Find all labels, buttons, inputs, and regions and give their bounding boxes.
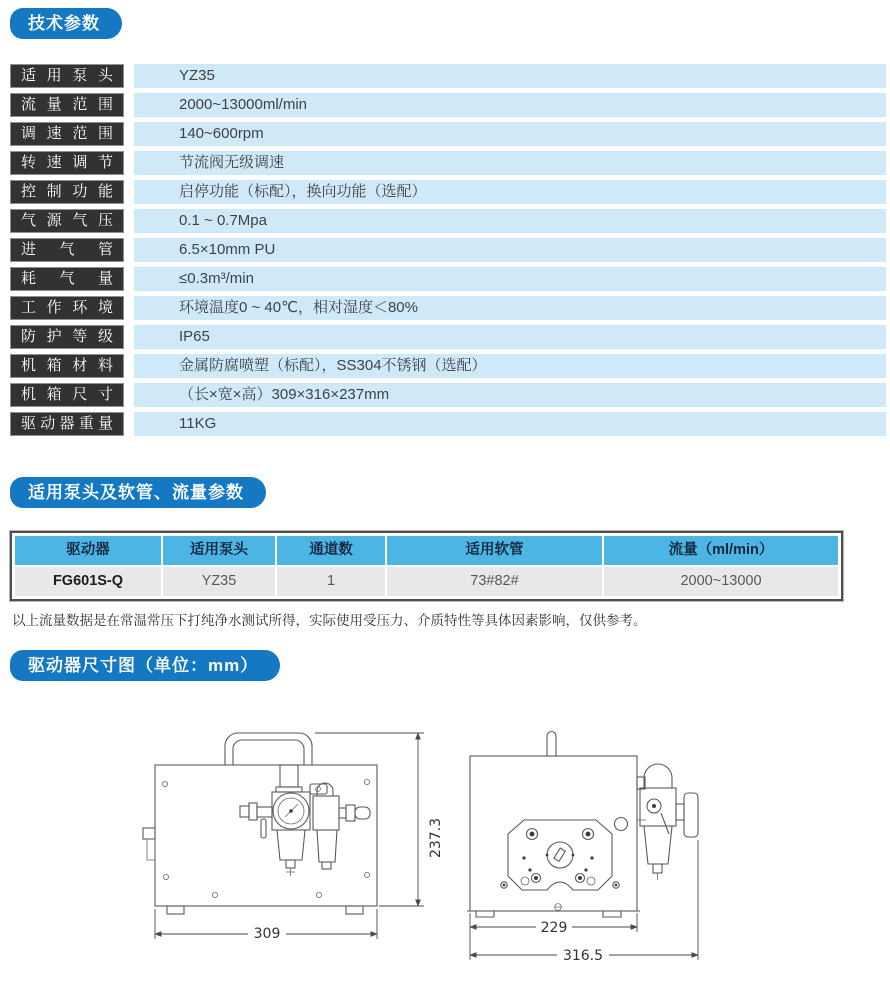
spec-label: 防护等级 [10, 325, 124, 349]
column-header-tubing: 适用软管 [387, 536, 602, 565]
spec-value: 0.1 ~ 0.7Mpa [134, 209, 886, 233]
flow-data-disclaimer: 以上流量数据是在常温常压下打纯净水测试所得，实际使用受压力、介质特性等具体因素影响，仅供参考。 [12, 613, 647, 628]
spec-row [10, 122, 886, 146]
dimension-drawing-side-view [440, 720, 740, 980]
spec-label: 调速范围 [10, 122, 124, 146]
spec-value: 6.5×10mm PU [134, 238, 886, 262]
spec-row [10, 151, 886, 175]
flow-parameter-table [10, 531, 843, 601]
spec-label: 转速调节 [10, 151, 124, 175]
spec-row [10, 180, 886, 204]
column-header-flow: 流量（ml/min） [604, 536, 838, 565]
spec-value: 环境温度0 ~ 40℃，相对湿度＜80% [134, 296, 886, 320]
spec-row [10, 296, 886, 320]
spec-row [10, 238, 886, 262]
spec-value: YZ35 [134, 64, 886, 88]
dimension-drawing-front-view [115, 720, 450, 970]
spec-value: 启停功能（标配），换向功能（选配） [134, 180, 886, 204]
dim-label-total-width: 316.5 [562, 948, 604, 964]
dim-label-box-width: 229 [540, 920, 568, 936]
table-header-row [15, 536, 838, 565]
spec-row [10, 64, 886, 88]
column-header-channels: 通道数 [277, 536, 385, 565]
cell-pump-head: YZ35 [163, 567, 275, 596]
cell-channels: 1 [277, 567, 385, 596]
spec-row [10, 412, 886, 436]
spec-value: 140~600rpm [134, 122, 886, 146]
spec-label: 气源气压 [10, 209, 124, 233]
cell-driver-model: FG601S-Q [15, 567, 161, 596]
spec-row [10, 383, 886, 407]
spec-value: （长×宽×高）309×316×237mm [134, 383, 886, 407]
spec-label: 驱动器重量 [10, 412, 124, 436]
section-title-pump-tubing-flow: 适用泵头及软管、流量参数 [10, 477, 266, 508]
spec-label: 控制功能 [10, 180, 124, 204]
column-header-driver: 驱动器 [15, 536, 161, 565]
spec-row [10, 267, 886, 291]
spec-row [10, 325, 886, 349]
spec-label: 工作环境 [10, 296, 124, 320]
spec-value: 11KG [134, 412, 886, 436]
cell-flow-range: 2000~13000 [604, 567, 838, 596]
dim-label-height: 237.3 [428, 817, 444, 859]
spec-label: 耗气量 [10, 267, 124, 291]
cell-tubing: 73#82# [387, 567, 602, 596]
section-title-technical-parameters: 技术参数 [10, 8, 122, 39]
spec-value: ≤0.3m³/min [134, 267, 886, 291]
spec-value: 2000~13000ml/min [134, 93, 886, 117]
spec-table [10, 64, 886, 441]
column-header-pump-head: 适用泵头 [163, 536, 275, 565]
spec-label: 流量范围 [10, 93, 124, 117]
spec-label: 机箱尺寸 [10, 383, 124, 407]
spec-value: 节流阀无级调速 [134, 151, 886, 175]
spec-row [10, 209, 886, 233]
spec-value: IP65 [134, 325, 886, 349]
spec-row [10, 354, 886, 378]
section-title-dimension-drawing: 驱动器尺寸图（单位：mm） [10, 650, 280, 681]
dim-label-width: 309 [253, 926, 281, 942]
spec-label: 进气管 [10, 238, 124, 262]
table-row [15, 567, 838, 596]
spec-label: 适用泵头 [10, 64, 124, 88]
spec-value: 金属防腐喷塑（标配），SS304不锈钢（选配） [134, 354, 886, 378]
spec-row [10, 93, 886, 117]
spec-label: 机箱材料 [10, 354, 124, 378]
